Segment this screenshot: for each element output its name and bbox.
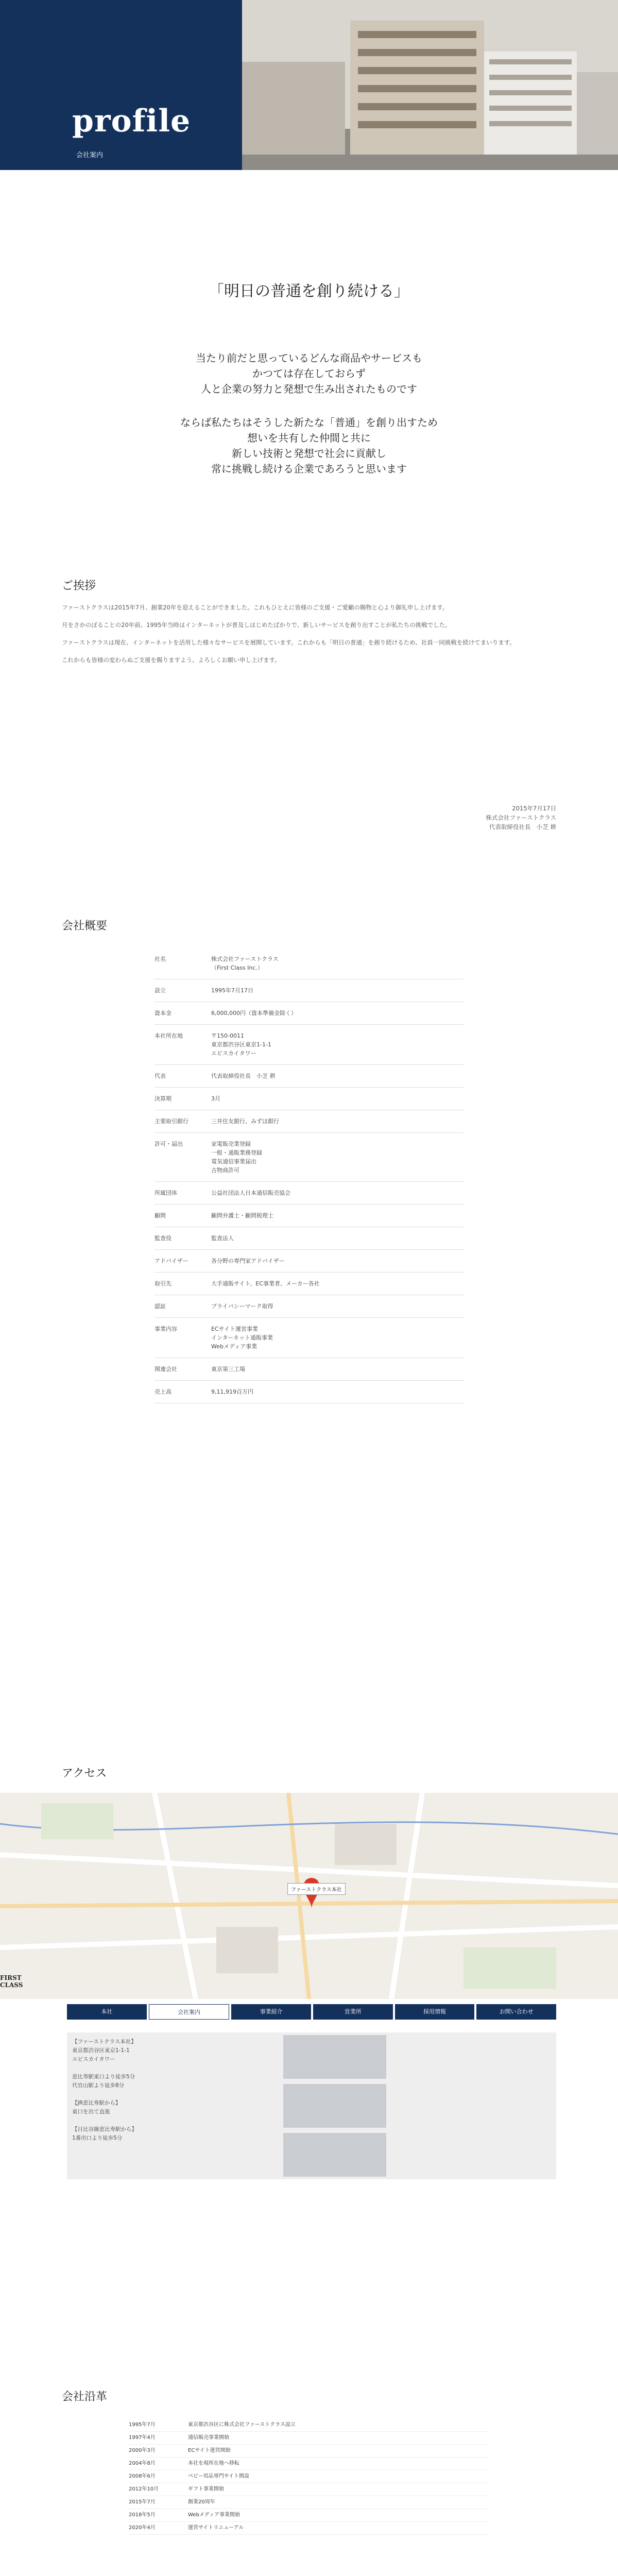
history-row	[129, 2470, 489, 2483]
company-row-value: 三井住友銀行、みずほ銀行	[211, 1118, 279, 1125]
access-tab[interactable]: 会社案内	[149, 2004, 230, 2020]
company-row-value: 3月	[211, 1095, 220, 1102]
company-row-value: 家電販売業登録 一般・通販業務登録 電気通信事業届出 古物商許可	[211, 1141, 262, 1174]
history-date: 2000年3月	[129, 2448, 156, 2453]
company-row	[154, 1250, 464, 1273]
access-heading: アクセス	[62, 1767, 107, 1780]
company-row-value: 東京第三工場	[211, 1366, 245, 1372]
mission-line: ならば私たちはそうした新たな「普通」を創り出すため	[180, 416, 438, 429]
company-row	[154, 1133, 464, 1182]
route-directions: 【ファーストクラス本社】 東京都渋谷区東京1-1-1 エビスカイタワー 恵比寿駅東口より徒歩5分 代官山駅より徒歩8分 【JR恵比寿駅から】 東口を出て直進 【日比谷線恵比寿駅から】 1番出口より徒歩5分	[72, 2039, 137, 2141]
history-event: ベビー用品専門サイト開設	[188, 2473, 249, 2479]
access-map[interactable]	[0, 1793, 618, 1999]
map-pin-label: ファーストクラス本社	[287, 1883, 346, 1895]
history-date: 2020年4月	[129, 2525, 156, 2531]
company-row-label: 取引先	[154, 1280, 171, 1287]
mission-spacer	[0, 397, 618, 415]
greeting-paragraph: ファーストクラスは2015年7月、創業20年を迎えることができました。これもひとえに皆様のご支援・ご愛顧の賜物と心より御礼申し上げます。	[62, 604, 449, 611]
company-row	[154, 1088, 464, 1110]
greeting-date: 2015年7月17日	[512, 805, 556, 812]
greeting-paragraph: ファーストクラスは現在、インターネットを活用した様々なサービスを展開しています。これからも「明日の普通」を創り続けるため、社員一同挑戦を続けてまいります。	[62, 639, 516, 646]
company-row	[154, 1002, 464, 1025]
history-row	[129, 2445, 489, 2458]
company-row-label: 顧問	[154, 1212, 166, 1219]
history-row	[129, 2509, 489, 2522]
company-row-value: 1995年7月17日	[211, 987, 253, 994]
history-date: 2018年5月	[129, 2512, 156, 2518]
greeting-signer: 代表取締役社長 小芝 耕	[489, 823, 556, 831]
mission-line: かつては存在しておらず	[252, 367, 366, 380]
company-row	[154, 1318, 464, 1358]
hero-title: profile	[72, 103, 191, 139]
company-row	[154, 1295, 464, 1318]
mission-line: 常に挑戦し続ける企業であろうと思います	[211, 463, 407, 475]
greeting-body	[62, 603, 556, 673]
mission-statement	[0, 350, 618, 477]
company-row-label: 資本金	[154, 1010, 171, 1016]
company-row	[154, 1273, 464, 1295]
company-row	[154, 1065, 464, 1088]
company-row	[154, 1358, 464, 1381]
company-row-value: 公益社団法人日本通信販売協会	[211, 1190, 290, 1196]
history-date: 2004年8月	[129, 2461, 156, 2466]
history-row	[129, 2432, 489, 2445]
company-row-label: 監査役	[154, 1235, 171, 1242]
hero-building-photo	[242, 0, 618, 170]
greeting-company: 株式会社ファーストクラス	[486, 814, 556, 821]
company-row-value: 各分野の専門家アドバイザー	[211, 1258, 285, 1264]
history-event: 創業20周年	[188, 2499, 215, 2505]
access-tab[interactable]: お問い合わせ	[476, 2004, 556, 2020]
company-row	[154, 1110, 464, 1133]
company-row-value: 顧問弁護士・顧問税理士	[211, 1212, 273, 1219]
route-photo	[283, 2084, 386, 2128]
route-photos	[283, 2035, 391, 2182]
history-heading: 会社沿革	[62, 2391, 108, 2403]
company-overview-heading: 会社概要	[62, 920, 108, 933]
history-row	[129, 2496, 489, 2509]
history-date: 1995年7月	[129, 2422, 156, 2428]
access-tab[interactable]: 事業紹介	[231, 2004, 311, 2020]
company-row	[154, 1182, 464, 1205]
company-row-label: 許可・届出	[154, 1141, 183, 1147]
company-row-label: 認証	[154, 1303, 166, 1310]
history-date: 2015年7月	[129, 2499, 156, 2505]
company-row-label: 主要取引銀行	[154, 1118, 188, 1125]
history-row	[129, 2483, 489, 2496]
company-row-label: アドバイザー	[154, 1258, 188, 1264]
company-row	[154, 979, 464, 1002]
history-row	[129, 2458, 489, 2470]
company-row-value: ECサイト運営事業 インターネット通販事業 Webメディア事業	[211, 1326, 273, 1350]
mission-line: 当たり前だと思っているどんな商品やサービスも	[196, 352, 422, 364]
company-row-value: 株式会社ファーストクラス （First Class Inc.）	[211, 956, 279, 971]
history-table	[129, 2419, 489, 2535]
company-row	[154, 1227, 464, 1250]
company-row-value: 監査法人	[211, 1235, 234, 1242]
history-event: 本社を現所在地へ移転	[188, 2461, 239, 2466]
company-row-value: 9,11,919百万円	[211, 1388, 253, 1395]
access-tab[interactable]: 本社	[67, 2004, 147, 2020]
company-row-label: 事業内容	[154, 1326, 177, 1332]
company-row-label: 設立	[154, 987, 166, 994]
mission-line: 人と企業の努力と発想で生み出されたものです	[201, 383, 417, 395]
greeting-paragraph: 月をさかのぼることの20年前、1995年当時はインターネットが普及しはじめたばかりで、新しいサービスを創り出すことが私たちの挑戦でした。	[62, 621, 451, 629]
company-slogan: 「明日の普通を創り続ける」	[209, 282, 409, 300]
route-photo	[283, 2035, 386, 2079]
company-row-value: 大手通販サイト、EC事業者、メーカー各社	[211, 1280, 320, 1287]
history-event: ギフト事業開始	[188, 2486, 224, 2492]
hero-subtitle: 会社案内	[76, 151, 104, 159]
history-row	[129, 2522, 489, 2535]
company-logo: FIRST CLASS	[0, 1974, 23, 1989]
history-event: ECサイト運営開始	[188, 2448, 231, 2453]
greeting-signature	[486, 804, 556, 832]
company-row-value: 〒150-0011 東京都渋谷区東京1-1-1 エビスカイタワー	[211, 1032, 271, 1057]
access-tabs	[67, 2004, 556, 2020]
route-photo	[283, 2133, 386, 2177]
hero-section	[0, 0, 618, 170]
history-event: 東京都渋谷区に株式会社ファーストクラス設立	[188, 2422, 296, 2428]
greeting-heading: ご挨拶	[62, 580, 96, 592]
company-row-value: プライバシーマーク取得	[211, 1303, 273, 1310]
mission-line: 想いを共有した仲間と共に	[247, 432, 371, 444]
company-overview-table	[154, 948, 464, 1403]
mission-line: 新しい技術と発想で社会に貢献し	[232, 447, 386, 460]
company-row-value: 代表取締役社長 小芝 耕	[211, 1073, 276, 1079]
company-row-label: 決算期	[154, 1095, 171, 1102]
hero-title-panel	[0, 0, 242, 170]
company-row-label: 本社所在地	[154, 1032, 183, 1039]
history-event: Webメディア事業開始	[188, 2512, 241, 2518]
history-row	[129, 2419, 489, 2432]
company-row	[154, 1205, 464, 1227]
history-event: 運営サイトリニューアル	[188, 2525, 244, 2531]
company-row-label: 社名	[154, 956, 166, 962]
greeting-paragraph: これからも皆様の変わらぬご支援を賜りますよう、よろしくお願い申し上げます。	[62, 656, 281, 664]
company-row	[154, 1025, 464, 1065]
company-row-value: 6,000,000円（資本準備金除く）	[211, 1010, 297, 1016]
company-row	[154, 948, 464, 979]
company-row-label: 関連会社	[154, 1366, 177, 1372]
company-row-label: 所属団体	[154, 1190, 177, 1196]
history-date: 2012年10月	[129, 2486, 159, 2492]
company-row	[154, 1381, 464, 1403]
history-date: 1997年4月	[129, 2435, 156, 2441]
history-event: 通信販売事業開始	[188, 2435, 229, 2441]
history-date: 2008年6月	[129, 2473, 156, 2479]
access-tab[interactable]: 採用情報	[395, 2004, 475, 2020]
company-row-label: 代表	[154, 1073, 166, 1079]
access-tab[interactable]: 営業所	[313, 2004, 393, 2020]
company-row-label: 売上高	[154, 1388, 171, 1395]
